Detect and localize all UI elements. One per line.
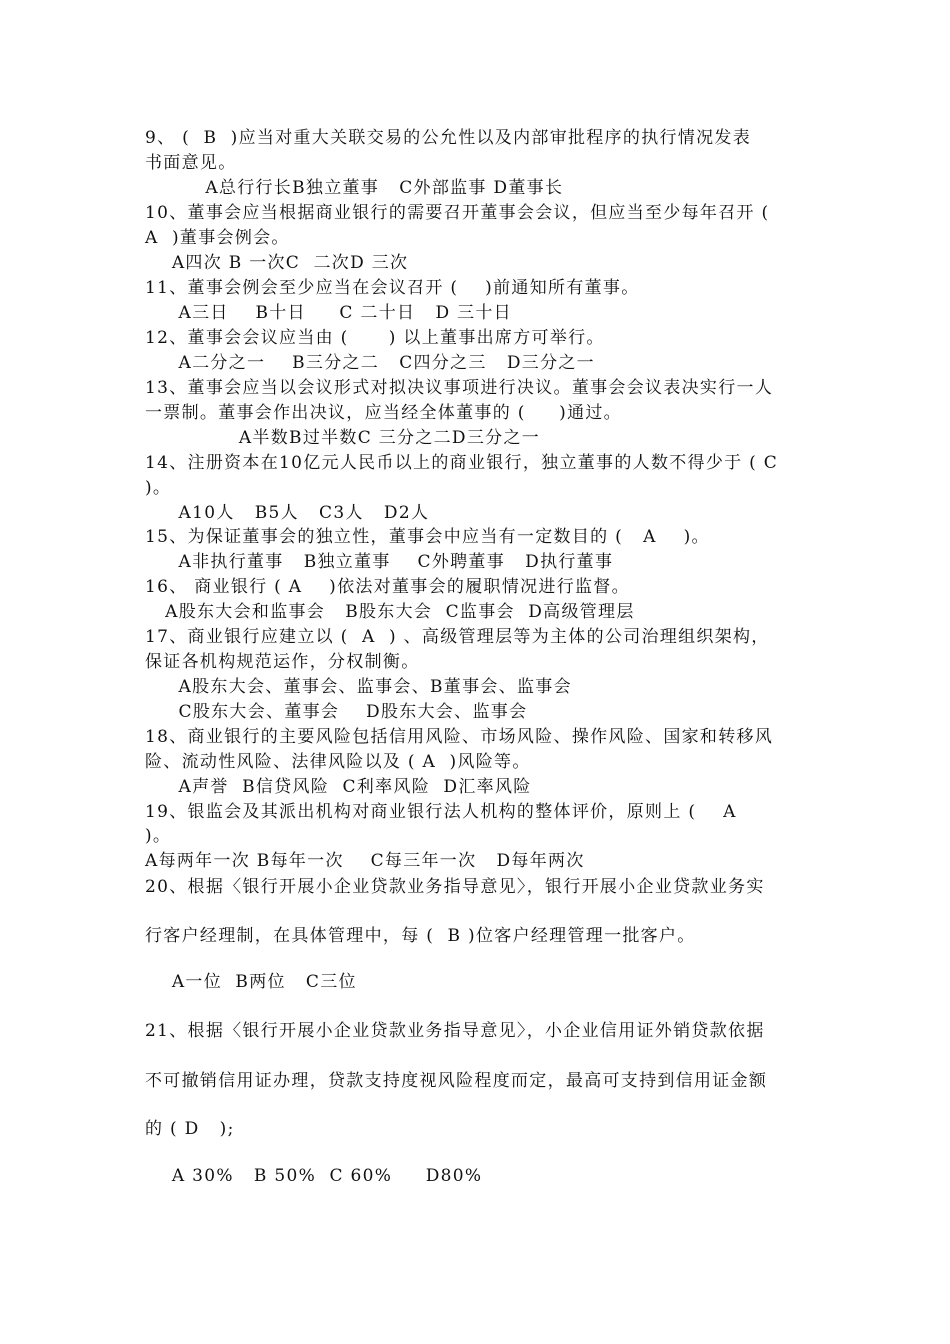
q19-line1: 19、银监会及其派出机构对商业银行法人机构的整体评价，原则上 ( A	[145, 802, 737, 822]
q14-line2: )。	[145, 478, 172, 498]
q20-line2: 行客户经理制，在具体管理中，每 ( B )位客户经理管理一批客户。	[145, 926, 696, 946]
q18-options: A声誉 B信贷风险 C利率风险 D汇率风险	[145, 777, 532, 797]
q10-options: A四次 B 一次C 二次D 三次	[145, 253, 409, 273]
q15-line1: 15、为保证董事会的独立性，董事会中应当有一定数目的 ( A )。	[145, 527, 710, 547]
q21-line1: 21、根据〈银行开展小企业贷款业务指导意见〉，小企业信用证外销贷款依据	[145, 1021, 765, 1041]
q21-line2: 不可撤销信用证办理，贷款支持度视风险程度而定，最高可支持到信用证金额	[145, 1071, 768, 1091]
q21-line3: 的 ( D );	[145, 1119, 235, 1139]
q16-options: A股东大会和监事会 B股东大会 C监事会 D高级管理层	[145, 602, 635, 622]
q9-line1: 9、 ( B )应当对重大关联交易的公允性以及内部审批程序的执行情况发表	[145, 128, 751, 148]
q12-line1: 12、董事会会议应当由 ( ) 以上董事出席方可举行。	[145, 328, 605, 348]
q13-line1: 13、董事会应当以会议形式对拟决议事项进行决议。董事会会议表决实行一人	[145, 378, 774, 398]
q18-line2: 险、流动性风险、法律风险以及 ( A )风险等。	[145, 752, 531, 772]
q9-line2: 书面意见。	[145, 153, 237, 173]
q12-options: A二分之一 B三分之二 C四分之三 D三分之一	[145, 353, 595, 373]
q16-line1: 16、 商业银行 ( A )依法对董事会的履职情况进行监督。	[145, 577, 630, 597]
q13-line2: 一票制。董事会作出决议，应当经全体董事的 ( )通过。	[145, 403, 622, 423]
q14-options: A10人 B5人 C3人 D2人	[145, 503, 430, 523]
q11-options: A三日 B十日 C 二十日 D 三十日	[145, 303, 512, 323]
q10-line2: A )董事会例会。	[145, 228, 290, 248]
q17-line1: 17、商业银行应建立以 ( A ) 、高级管理层等为主体的公司治理组织架构，	[145, 627, 770, 647]
q10-line1: 10、董事会应当根据商业银行的需要召开董事会会议，但应当至少每年召开 (	[145, 203, 770, 223]
q20-line1: 20、根据〈银行开展小企业贷款业务指导意见〉，银行开展小企业贷款业务实	[145, 877, 765, 897]
q14-line1: 14、注册资本在10亿元人民币以上的商业银行，独立董事的人数不得少于 ( C	[145, 453, 779, 473]
q21-options: A 30% B 50% C 60% D80%	[145, 1166, 483, 1186]
q9-options: A总行行长B独立董事 C外部监事 D董事长	[145, 178, 564, 198]
q19-options: A每两年一次 B每年一次 C每三年一次 D每年两次	[145, 851, 585, 871]
q19-line2: )。	[145, 826, 172, 846]
q17-line2: 保证各机构规范运作，分权制衡。	[145, 652, 420, 672]
q20-options: A一位 B两位 C三位	[145, 972, 357, 992]
q11-line1: 11、董事会例会至少应当在会议召开 ( )前通知所有董事。	[145, 278, 640, 298]
q17-options-c-d: C股东大会、董事会 D股东大会、监事会	[145, 702, 528, 722]
q17-options-a-b: A股东大会、董事会、监事会、B董事会、监事会	[145, 677, 572, 697]
q18-line1: 18、商业银行的主要风险包括信用风险、市场风险、操作风险、国家和转移风	[145, 727, 774, 747]
q15-options: A非执行董事 B独立董事 C外聘董事 D执行董事	[145, 552, 614, 572]
q13-options: A半数B过半数C 三分之二D三分之一	[145, 428, 541, 448]
